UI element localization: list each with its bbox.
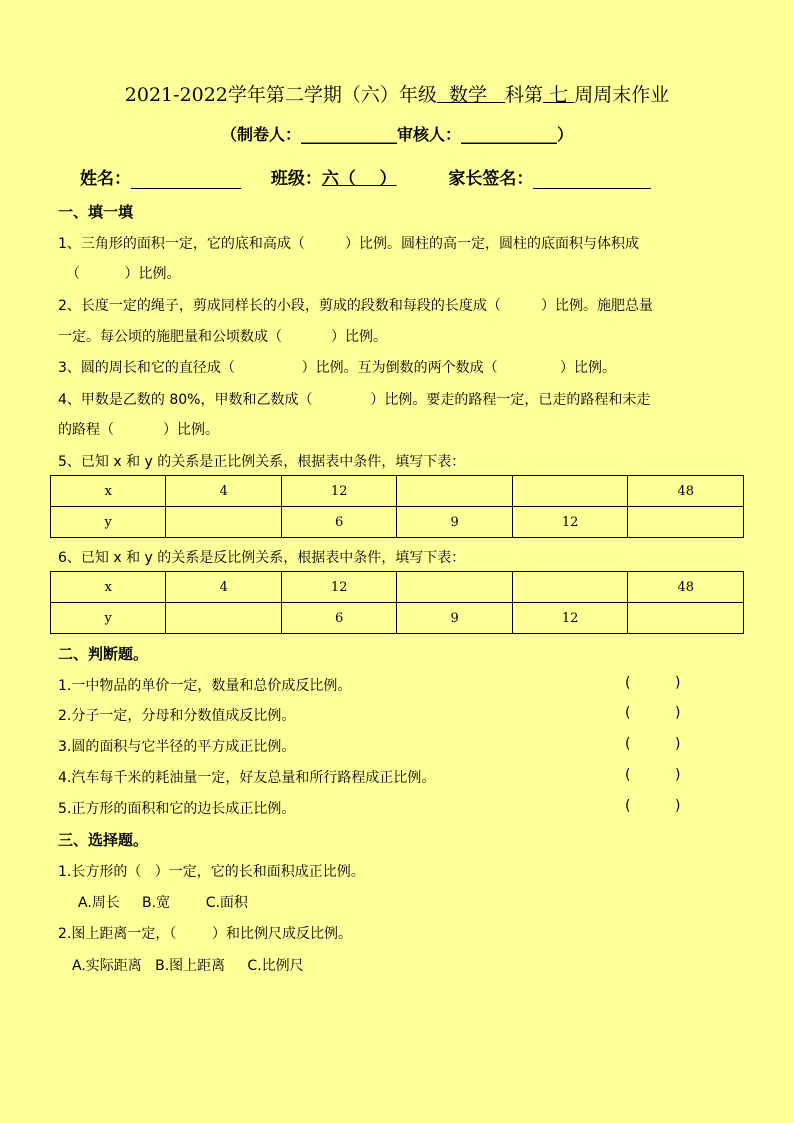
title-part-a: 2021-2022学年第二学期（六）年级 bbox=[124, 84, 437, 106]
class-field[interactable]: 六（ ） bbox=[321, 169, 397, 189]
subject-field: 数学 bbox=[436, 84, 506, 106]
table-cell: 12 bbox=[281, 476, 397, 507]
student-info-line bbox=[80, 164, 651, 189]
reviewer-label: 审核人： bbox=[396, 125, 461, 144]
table-cell: 48 bbox=[628, 572, 744, 603]
table-cell[interactable] bbox=[512, 572, 628, 603]
answer-paren[interactable]: ( ) bbox=[625, 736, 681, 752]
table-cell: y bbox=[51, 507, 166, 538]
section3-heading: 三、选择题。 bbox=[58, 831, 149, 849]
table-cell: 6 bbox=[281, 603, 397, 634]
name-label: 姓名： bbox=[80, 169, 131, 189]
table-row bbox=[51, 476, 744, 507]
table-cell: 12 bbox=[512, 603, 628, 634]
table-cell: x bbox=[51, 476, 166, 507]
maker-label: （制卷人： bbox=[220, 125, 301, 144]
parent-label: 家长签名： bbox=[448, 169, 534, 189]
proportion-table bbox=[50, 475, 744, 538]
q5-line: 5、已知 x 和 y 的关系是正比例关系，根据表中条件，填写下表： bbox=[58, 454, 466, 470]
table-cell: 12 bbox=[512, 507, 628, 538]
judge-item-5: 5.正方形的面积和它的边长成正比例。 bbox=[58, 801, 296, 817]
table-cell: 12 bbox=[281, 572, 397, 603]
week-field: 七 bbox=[543, 84, 575, 106]
table-cell[interactable] bbox=[628, 507, 744, 538]
table-cell: 6 bbox=[281, 507, 397, 538]
answer-paren[interactable]: ( ) bbox=[625, 705, 681, 721]
answer-paren[interactable]: ( ) bbox=[625, 798, 681, 814]
table-cell[interactable] bbox=[512, 476, 628, 507]
q2-line-a: 2、长度一定的绳子，剪成同样长的小段，剪成的段数和每段的长度成（ ）比例。施肥总量 bbox=[58, 298, 653, 314]
table-cell[interactable] bbox=[397, 572, 512, 603]
choice-q1: 1.长方形的（ ）一定，它的长和面积成正比例。 bbox=[58, 864, 365, 880]
q1-line-b: （ ）比例。 bbox=[66, 266, 181, 282]
inverse-proportion-table bbox=[50, 571, 744, 634]
table-cell[interactable] bbox=[166, 507, 281, 538]
answer-paren[interactable]: ( ) bbox=[625, 767, 681, 783]
judge-item-2: 2.分子一定，分母和分数值成反比例。 bbox=[58, 708, 296, 724]
q6-line: 6、已知 x 和 y 的关系是反比例关系，根据表中条件，填写下表： bbox=[58, 550, 466, 566]
choice-q1-options[interactable]: A.周长 B.宽 C.面积 bbox=[78, 895, 248, 911]
q1-line-a: 1、三角形的面积一定，它的底和高成（ ）比例。圆柱的高一定，圆柱的底面积与体积成 bbox=[58, 236, 639, 252]
author-line bbox=[0, 122, 794, 145]
table-cell: 9 bbox=[397, 507, 512, 538]
choice-q2: 2.图上距离一定，（ ）和比例尺成反比例。 bbox=[58, 926, 352, 942]
q3-line: 3、圆的周长和它的直径成（ ）比例。互为倒数的两个数成（ ）比例。 bbox=[58, 360, 616, 376]
table-row bbox=[51, 507, 744, 538]
maker-blank[interactable]: ____________ bbox=[300, 125, 397, 144]
close-paren: ） bbox=[557, 125, 574, 144]
answer-paren[interactable]: ( ) bbox=[625, 675, 681, 691]
table-cell[interactable] bbox=[166, 603, 281, 634]
choice-q2-options[interactable]: A.实际距离 B.图上距离 C.比例尺 bbox=[72, 958, 304, 974]
q4-line-a: 4、甲数是乙数的 80%，甲数和乙数成（ ）比例。要走的路程一定，已走的路程和未走 bbox=[58, 392, 651, 408]
q4-line-b: 的路程（ ）比例。 bbox=[58, 422, 219, 438]
judge-item-4: 4.汽车每千米的耗油量一定，好友总量和所行路程成正比例。 bbox=[58, 770, 436, 786]
table-cell: 48 bbox=[628, 476, 744, 507]
name-blank[interactable] bbox=[131, 170, 241, 189]
table-cell: 4 bbox=[166, 476, 281, 507]
reviewer-blank[interactable]: ____________ bbox=[461, 125, 557, 144]
section2-heading: 二、判断题。 bbox=[58, 645, 149, 663]
title-part-b: 科第 bbox=[505, 84, 544, 106]
table-cell: y bbox=[51, 603, 166, 634]
section1-heading: 一、填一填 bbox=[58, 203, 134, 221]
judge-item-3: 3.圆的面积与它半径的平方成正比例。 bbox=[58, 739, 296, 755]
table-row bbox=[51, 572, 744, 603]
table-cell: x bbox=[51, 572, 166, 603]
table-cell[interactable] bbox=[397, 476, 512, 507]
table-cell: 9 bbox=[397, 603, 512, 634]
class-label: 班级： bbox=[270, 169, 322, 189]
title-part-c: 周周末作业 bbox=[574, 84, 670, 106]
table-cell[interactable] bbox=[628, 603, 744, 634]
table-cell: 4 bbox=[166, 572, 281, 603]
parent-signature-blank[interactable] bbox=[533, 170, 651, 189]
q2-line-b: 一定。每公顷的施肥量和公顷数成（ ）比例。 bbox=[58, 329, 387, 345]
judge-item-1: 1.一中物品的单价一定，数量和总价成反比例。 bbox=[58, 678, 352, 694]
page-title bbox=[0, 80, 794, 107]
table-row bbox=[51, 603, 744, 634]
